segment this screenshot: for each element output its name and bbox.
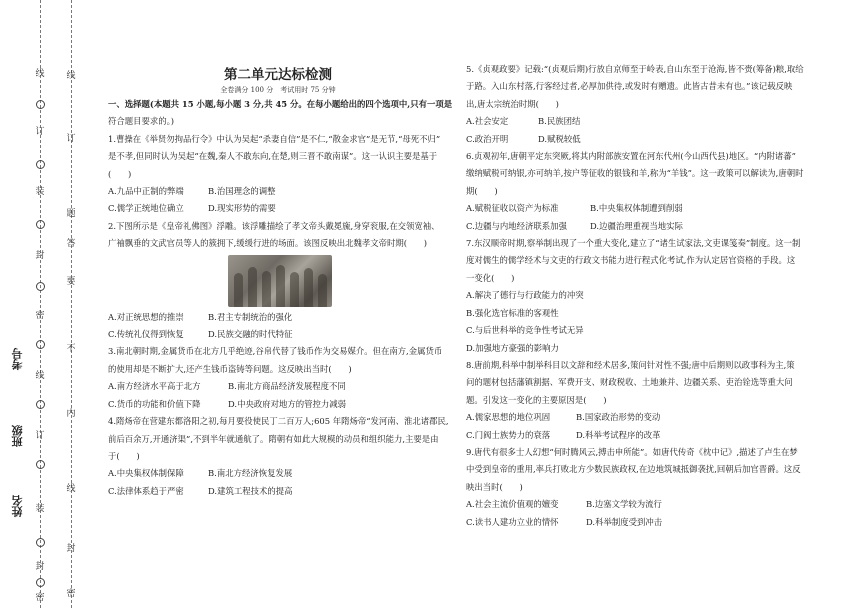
option-b[interactable]: B.边塞文学较为流行 bbox=[586, 499, 662, 510]
q8-options-row bbox=[466, 409, 816, 426]
binding-hole bbox=[36, 100, 45, 109]
binding-hole bbox=[36, 220, 45, 229]
exam-number-field-label: 考号 bbox=[11, 348, 24, 370]
option-d[interactable]: D.科举考试程序的改革 bbox=[576, 429, 661, 440]
q2-options-row bbox=[108, 309, 448, 326]
option-c[interactable]: C.与后世科举的竞争性考试无异 bbox=[466, 325, 584, 336]
exam-info: 全卷满分 100 分 考试用时 75 分钟 bbox=[220, 86, 336, 94]
binding-char: 线 bbox=[35, 371, 45, 381]
option-d[interactable]: D.民族交融的时代特征 bbox=[208, 329, 293, 340]
option-d[interactable]: D.边疆治理重视当地实际 bbox=[590, 220, 683, 231]
binding-char: 线 bbox=[66, 71, 76, 81]
q8-options-row bbox=[466, 427, 816, 444]
option-a[interactable]: A.九品中正制的弊端 bbox=[108, 186, 184, 197]
option-c[interactable]: C.法律体系趋于严密 bbox=[108, 485, 184, 496]
question-6-line: 缴纳赋税可纳银,亦可纳羊,按户等征收的银钱和羊,称为“羊钱”。这一政策可以解读为,唐朝时 bbox=[466, 168, 804, 179]
option-c[interactable]: C.货币的功能和价值下降 bbox=[108, 398, 201, 409]
inner-cut-line bbox=[40, 0, 41, 608]
option-b[interactable]: B.治国理念的调整 bbox=[208, 186, 276, 197]
option-c[interactable]: C.政治开明 bbox=[466, 133, 509, 144]
q9-options-row bbox=[466, 496, 816, 513]
option-a[interactable]: A.社会主流价值观的嬗变 bbox=[466, 499, 559, 510]
option-c[interactable]: C.门阀士族势力的衰落 bbox=[466, 429, 551, 440]
q1-options-row bbox=[108, 200, 448, 217]
binding-char: 内 bbox=[66, 409, 76, 419]
binding-char: 密 bbox=[35, 593, 45, 603]
binding-char: 订 bbox=[35, 127, 45, 137]
section-heading: 一、选择题(本题共 15 小题,每小题 3 分,共 45 分。在每小题给出的四个选项中,只有一项是 bbox=[108, 99, 453, 109]
binding-hole bbox=[36, 460, 45, 469]
left-column bbox=[108, 0, 453, 500]
option-a[interactable]: A.赋税征收以资产为标准 bbox=[466, 203, 559, 214]
binding-char: 封 bbox=[35, 562, 45, 572]
binding-char: 线 bbox=[35, 69, 45, 79]
right-column bbox=[466, 61, 816, 531]
option-b[interactable]: B.中央集权体制遭到削弱 bbox=[590, 203, 683, 214]
q5-options-row bbox=[466, 113, 816, 130]
question-8-line: 8.唐前期,科举中制举科目以文辞和经术居多,策问针对性不强;唐中后期则以政事科为主,策 bbox=[466, 359, 795, 370]
question-2-line: 2.下图所示是《皇帝礼佛图》浮雕。该浮雕描绘了孝文帝头戴冕旒,身穿衮服,在交领宽袖、 bbox=[108, 220, 440, 231]
binding-hole bbox=[36, 538, 45, 547]
question-4-line: 4.隋炀帝在营建东都洛阳之初,每月要役使民丁二百万人;605 年隋炀帝“发河南、淮北诸郡民, bbox=[108, 416, 449, 427]
binding-hole bbox=[36, 282, 45, 291]
q3-options-row bbox=[108, 378, 448, 395]
q1-options-row bbox=[108, 183, 448, 200]
binding-hole bbox=[36, 400, 45, 409]
option-b[interactable]: B.国家政治形势的变动 bbox=[576, 412, 661, 423]
binding-char: 题 bbox=[66, 209, 76, 219]
binding-char: 答 bbox=[66, 239, 76, 249]
question-3-line: 的使用却是不断扩大,还产生钱币盗铸等问题。这反映出当时( ) bbox=[108, 363, 352, 374]
binding-char: 线 bbox=[66, 484, 76, 494]
option-d[interactable]: D.中央政府对地方的管控力减弱 bbox=[228, 398, 346, 409]
q9-options-row bbox=[466, 514, 816, 531]
option-c[interactable]: C.读书人建功立业的情怀 bbox=[466, 516, 559, 527]
q5-options-row bbox=[466, 131, 816, 148]
option-a[interactable]: A.对正统思想的推崇 bbox=[108, 311, 184, 322]
name-field-label: 姓名 bbox=[11, 495, 24, 517]
q6-options-row bbox=[466, 200, 816, 217]
question-9-line: 映出当时( ) bbox=[466, 481, 523, 492]
question-5-line: 于路。入山东村落,行客经过者,必厚加供待,或发时有赠遗。此皆古昔未有也。”该记载反映 bbox=[466, 81, 793, 92]
question-6-line: 6.贞观初年,唐朝平定东突厥,将其内附部族安置在河东代州(今山西代县)地区。“内附诸蕃” bbox=[466, 151, 796, 162]
question-9-line: 9.唐代有很多士人幻想“何时腾风云,搏击申所能”。如唐代传奇《枕中记》,描述了卢生在梦 bbox=[466, 446, 798, 457]
binding-char: 封 bbox=[35, 251, 45, 261]
binding-char: 不 bbox=[66, 344, 76, 354]
option-d[interactable]: D.赋税较低 bbox=[538, 133, 581, 144]
outer-cut-line bbox=[71, 0, 72, 608]
option-d[interactable]: D.科举制度受到冲击 bbox=[586, 516, 663, 527]
question-7-line: 7.东汉顺帝时期,察举制出现了一个重大变化,建立了“诸生试家法,文吏课笺奏”制度。这一制 bbox=[466, 238, 801, 249]
option-c[interactable]: C.儒学正统地位确立 bbox=[108, 203, 184, 214]
binding-hole bbox=[36, 578, 45, 587]
option-a[interactable]: A.儒家思想的地位巩固 bbox=[466, 412, 551, 423]
option-a[interactable]: A.中央集权体制保障 bbox=[108, 468, 184, 479]
option-c[interactable]: C.传统礼仪得到恢复 bbox=[108, 329, 184, 340]
binding-margin bbox=[0, 0, 92, 608]
question-5-line: 5.《贞观政要》记载:“(贞观后期)行放自京师至于岭表,自山东至于沧海,皆不赍(筹备)粮,取给 bbox=[466, 64, 804, 74]
option-c[interactable]: C.边疆与内地经济联系加强 bbox=[466, 220, 567, 231]
option-a[interactable]: A.社会安定 bbox=[466, 116, 509, 127]
q6-options-row bbox=[466, 218, 816, 235]
option-d[interactable]: D.建筑工程技术的提高 bbox=[208, 485, 293, 496]
binding-hole bbox=[36, 340, 45, 349]
binding-char: 要 bbox=[66, 277, 76, 287]
binding-char: 装 bbox=[35, 187, 45, 197]
question-4-line: 前后百余万,开通济渠”,不到半年就通航了。隋朝有如此大规模的动员和组织能力,主要是由 bbox=[108, 433, 439, 444]
question-6-line: 期( ) bbox=[466, 185, 498, 196]
question-8-line: 题。引发这一变化的主要原因是( ) bbox=[466, 394, 607, 405]
text-line: 符合题目要求的。) bbox=[108, 116, 175, 127]
binding-char: 封 bbox=[66, 544, 76, 554]
question-1-line: 是不孝,但同时认为吴起“在魏,秦人不敢东向,在楚,则三晋不敢南谋”。这一认识主要是基于 bbox=[108, 151, 438, 162]
q3-options-row bbox=[108, 396, 448, 413]
binding-char: 订 bbox=[35, 431, 45, 441]
question-1-line: ( ) bbox=[108, 168, 132, 179]
option-b[interactable]: B.南北方经济恢复发展 bbox=[208, 468, 293, 479]
question-1-line: 1.曹操在《举贤勿拘品行令》中认为吴起“杀妻自信”是不仁,“散金求官”是无节,“母死不归” bbox=[108, 133, 441, 144]
binding-char: 密 bbox=[66, 589, 76, 599]
option-b[interactable]: B.强化选官标准的客观性 bbox=[466, 307, 559, 318]
question-4-line: 于( ) bbox=[108, 450, 140, 461]
option-b[interactable]: B.君主专制统治的强化 bbox=[208, 311, 293, 322]
binding-char: 订 bbox=[66, 134, 76, 144]
q2-options-row bbox=[108, 326, 448, 343]
relief-image bbox=[228, 255, 332, 307]
question-7-line: 一变化( ) bbox=[466, 272, 515, 283]
binding-char: 装 bbox=[35, 504, 45, 514]
option-b[interactable]: B.南北方商品经济发展程度不同 bbox=[228, 381, 346, 392]
question-9-line: 中受到皇帝的重用,率兵打败北方少数民族政权,在边地筑城抵御袭扰,回朝后加官晋爵。这反 bbox=[466, 464, 801, 475]
question-7-line: 度对儒生的儒学经术与文吏的行政文书能力进行程式化考试,作为认定居官资格的手段。这 bbox=[466, 255, 796, 266]
option-d[interactable]: D.现实形势的需要 bbox=[208, 203, 276, 214]
q4-options-row bbox=[108, 465, 448, 482]
class-field-label: 班级 bbox=[11, 425, 24, 447]
question-8-line: 问的题材包括藩镇割据、军费开支、财政税收、土地兼并、边疆关系、吏治铨选等重大问 bbox=[466, 377, 793, 388]
binding-hole bbox=[36, 160, 45, 169]
binding-char: 密 bbox=[35, 311, 45, 321]
question-5-line: 出,唐太宗统治时期( ) bbox=[466, 98, 559, 109]
q4-options-row bbox=[108, 483, 448, 500]
page-title: 第二单元达标检测 bbox=[224, 67, 332, 83]
option-d[interactable]: D.加强地方豪强的影响力 bbox=[466, 342, 559, 353]
option-a[interactable]: A.解决了德行与行政能力的冲突 bbox=[466, 290, 584, 301]
question-3-line: 3.南北朝时期,金属货币在北方几乎绝迹,谷帛代替了钱币作为交易媒介。但在南方,金属货币 bbox=[108, 346, 443, 357]
question-2-line: 广袖飘垂的文武官员等人的簇拥下,缓缓行进的场面。该图反映出北魏孝文帝时期( ) bbox=[108, 238, 428, 249]
option-b[interactable]: B.民族团结 bbox=[538, 116, 581, 127]
option-a[interactable]: A.南方经济水平高于北方 bbox=[108, 381, 201, 392]
